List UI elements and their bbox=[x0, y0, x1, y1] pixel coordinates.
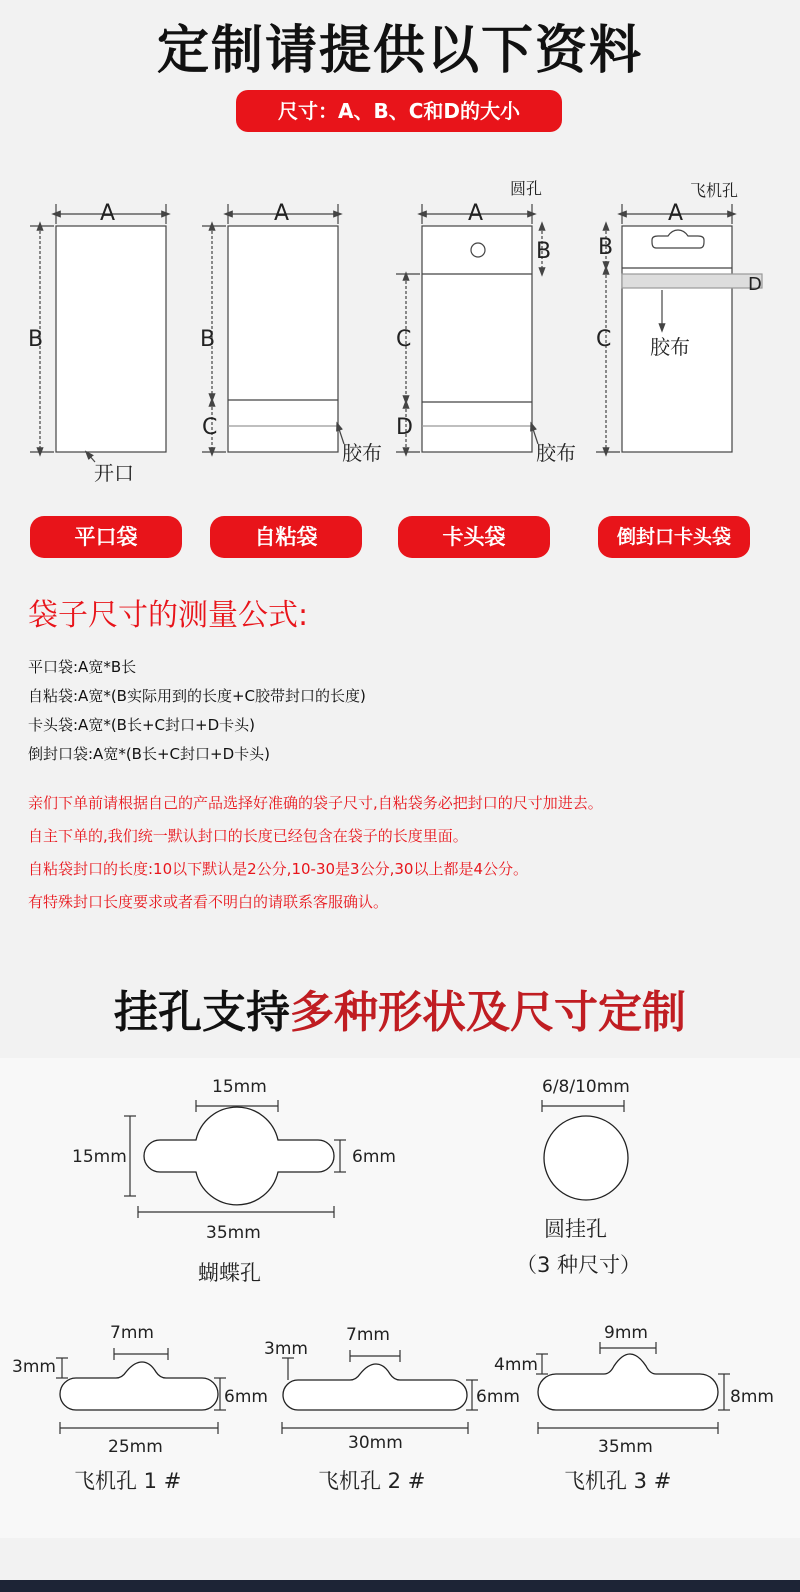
plane2-name: 飞机孔 2 # bbox=[318, 1469, 426, 1493]
formula-line: 平口袋:A宽*B长 bbox=[28, 658, 137, 676]
round-top-dim: 6/8/10mm bbox=[542, 1077, 630, 1097]
note-line: 有特殊封口长度要求或者看不明白的请联系客服确认。 bbox=[28, 893, 389, 911]
round-name: 圆挂孔 bbox=[544, 1217, 607, 1241]
butterfly-left-dim: 15mm bbox=[72, 1147, 127, 1167]
dim-a-label: A bbox=[468, 201, 484, 226]
formula-line: 自粘袋:A宽*(B实际用到的长度+C胶带封口的长度) bbox=[28, 687, 366, 705]
butterfly-name: 蝴蝶孔 bbox=[198, 1261, 261, 1285]
plane-hole-label: 飞机孔 bbox=[690, 181, 739, 200]
section-title-red: 多种形状及尺寸定制 bbox=[290, 987, 686, 1038]
dim-c-label: C bbox=[596, 327, 612, 352]
plane3-top-dim: 9mm bbox=[604, 1323, 648, 1343]
butterfly-right-dim: 6mm bbox=[352, 1147, 396, 1167]
dim-d-label: D bbox=[748, 274, 762, 295]
dim-b-label: B bbox=[200, 327, 216, 352]
plane2-right-dim: 6mm bbox=[476, 1387, 520, 1407]
dim-b-label: B bbox=[536, 239, 552, 264]
formula-line: 卡头袋:A宽*(B长+C封口+D卡头) bbox=[28, 716, 255, 734]
dim-c-label: C bbox=[202, 415, 218, 440]
round-hole-shape-icon bbox=[544, 1116, 628, 1200]
page-title: 定制请提供以下资料 bbox=[156, 21, 643, 81]
plane1-left-dim: 3mm bbox=[12, 1357, 56, 1377]
plane3-name: 飞机孔 3 # bbox=[564, 1469, 672, 1493]
note-line: 自粘袋封口的长度:10以下默认是2公分,10-30是3公分,30以上都是4公分。 bbox=[28, 860, 528, 878]
note-line: 自主下单的,我们统一默认封口的长度已经包含在袋子的长度里面。 bbox=[28, 827, 468, 845]
plane2-left-dim: 3mm bbox=[264, 1339, 308, 1359]
plane1-top-dim: 7mm bbox=[110, 1323, 154, 1343]
formula-title: 袋子尺寸的测量公式: bbox=[28, 598, 309, 633]
plane3-left-dim: 4mm bbox=[494, 1355, 538, 1375]
adhesive-bag-outline bbox=[228, 226, 338, 452]
plane1-name: 飞机孔 1 # bbox=[74, 1469, 182, 1493]
dim-d-label: D bbox=[396, 415, 413, 440]
bag-diagrams bbox=[0, 170, 800, 500]
bag-type-flat: 平口袋 bbox=[30, 516, 182, 558]
open-label: 开口 bbox=[94, 461, 134, 485]
size-badge: 尺寸：A、B、C和D的大小 bbox=[236, 90, 562, 132]
plane1-bottom-dim: 25mm bbox=[108, 1437, 163, 1457]
plane-hole-3-icon bbox=[538, 1354, 718, 1410]
dim-b-label: B bbox=[28, 327, 44, 352]
round-hole-label: 圆孔 bbox=[510, 179, 543, 198]
butterfly-hole-icon bbox=[144, 1107, 334, 1205]
flat-bag-outline bbox=[56, 226, 166, 452]
tape-label: 胶布 bbox=[342, 441, 382, 465]
plane-hole-2-icon bbox=[283, 1364, 467, 1410]
plane2-bottom-dim: 30mm bbox=[348, 1433, 403, 1453]
formula-line: 倒封口袋:A宽*(B长+C封口+D卡头) bbox=[28, 745, 270, 763]
note-line: 亲们下单前请根据自己的产品选择好准确的袋子尺寸,自粘袋务必把封口的尺寸加进去。 bbox=[28, 794, 603, 812]
dim-a-label: A bbox=[274, 201, 290, 226]
footer-bar bbox=[0, 1580, 800, 1592]
section-title-black: 挂孔支持 bbox=[114, 987, 290, 1038]
plane3-bottom-dim: 35mm bbox=[598, 1437, 653, 1457]
butterfly-bottom-dim: 35mm bbox=[206, 1223, 261, 1243]
bag-type-reverse: 倒封口卡头袋 bbox=[598, 516, 750, 558]
bag-type-header: 卡头袋 bbox=[398, 516, 550, 558]
bag-type-adhesive: 自粘袋 bbox=[210, 516, 362, 558]
plane-hole-1-icon bbox=[60, 1362, 218, 1410]
tape-label: 胶布 bbox=[650, 335, 690, 359]
dim-a-label: A bbox=[668, 201, 684, 226]
plane1-right-dim: 6mm bbox=[224, 1387, 268, 1407]
section-title bbox=[0, 976, 800, 1040]
tape-label: 胶布 bbox=[536, 441, 576, 465]
header-bag-outline bbox=[422, 226, 532, 452]
plane2-top-dim: 7mm bbox=[346, 1325, 390, 1345]
butterfly-top-dim: 15mm bbox=[212, 1077, 267, 1097]
dim-c-label: C bbox=[396, 327, 412, 352]
hole-diagrams bbox=[0, 1058, 800, 1538]
dim-a-label: A bbox=[100, 201, 116, 226]
round-sub: （3 种尺寸） bbox=[516, 1253, 642, 1277]
dim-b-label: B bbox=[598, 235, 614, 260]
plane3-right-dim: 8mm bbox=[730, 1387, 774, 1407]
tape-strip bbox=[622, 274, 762, 288]
